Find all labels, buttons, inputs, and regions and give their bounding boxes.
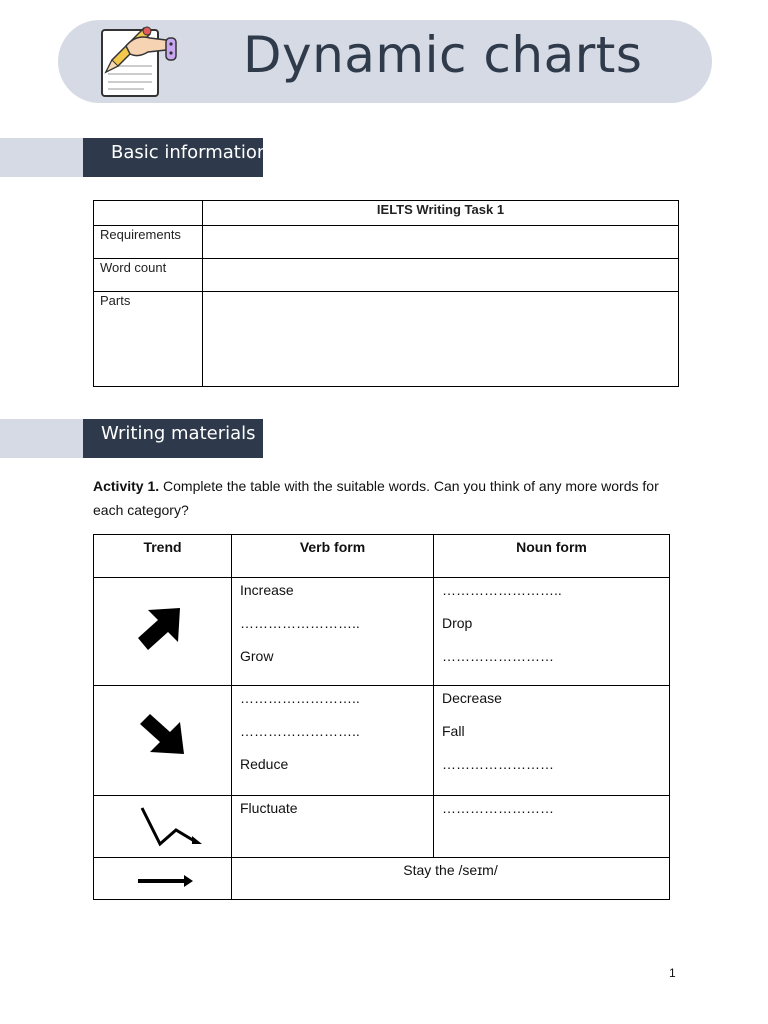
verb-item: …………………….. (240, 690, 360, 706)
noun-item: …………………… (442, 756, 554, 772)
info-row-label: Requirements (94, 226, 203, 259)
column-header-noun: Noun form (434, 535, 670, 578)
pencil-notepad-icon (98, 22, 182, 98)
noun-item: Fall (442, 723, 465, 739)
info-row-value (203, 259, 679, 292)
section-title-basic: Basic information (83, 138, 263, 177)
info-row-value (203, 292, 679, 387)
fluctuate-line-icon (138, 804, 204, 848)
info-table-corner (94, 201, 203, 226)
verb-cell (232, 578, 434, 686)
noun-cell (434, 796, 670, 858)
trend-cell (94, 858, 232, 900)
trend-cell (94, 578, 232, 686)
column-header-verb: Verb form (232, 535, 434, 578)
verb-cell (232, 796, 434, 858)
verb-item: Reduce (240, 756, 289, 772)
verb-cell (232, 686, 434, 796)
trend-cell (94, 796, 232, 858)
column-header-trend: Trend (94, 535, 232, 578)
verb-item: …………………….. (240, 615, 360, 631)
noun-item: …………………….. (442, 582, 562, 598)
info-row-label: Parts (94, 292, 203, 387)
info-table-header: IELTS Writing Task 1 (203, 201, 679, 226)
noun-cell (434, 578, 670, 686)
down-arrow-icon (138, 712, 188, 758)
section-title-writing: Writing materials (83, 419, 263, 458)
verb-item: Fluctuate (240, 800, 298, 816)
activity-label: Activity 1. (93, 478, 160, 494)
page-title: Dynamic charts (243, 26, 643, 84)
info-table (93, 200, 679, 387)
noun-item: …………………… (442, 800, 554, 816)
noun-item: Decrease (442, 690, 502, 706)
verb-item: …………………….. (240, 723, 360, 739)
section-band-basic (0, 138, 83, 177)
flat-arrow-icon (136, 875, 194, 887)
section-band-writing (0, 419, 83, 458)
page-number: 1 (669, 966, 676, 980)
verb-item: Increase (240, 582, 294, 598)
verb-item: Grow (240, 648, 274, 664)
noun-cell (434, 686, 670, 796)
info-row-label: Word count (94, 259, 203, 292)
activity-instructions (93, 474, 683, 522)
noun-item: …………………… (442, 648, 554, 664)
merged-cell: Stay the /seɪm/ (232, 858, 670, 900)
trend-cell (94, 686, 232, 796)
activity-text: Complete the table with the suitable words. Can you think of any more words for each category? (93, 478, 659, 518)
info-row-value (203, 226, 679, 259)
up-arrow-icon (134, 606, 184, 654)
trend-table (93, 534, 670, 900)
noun-item: Drop (442, 615, 473, 631)
